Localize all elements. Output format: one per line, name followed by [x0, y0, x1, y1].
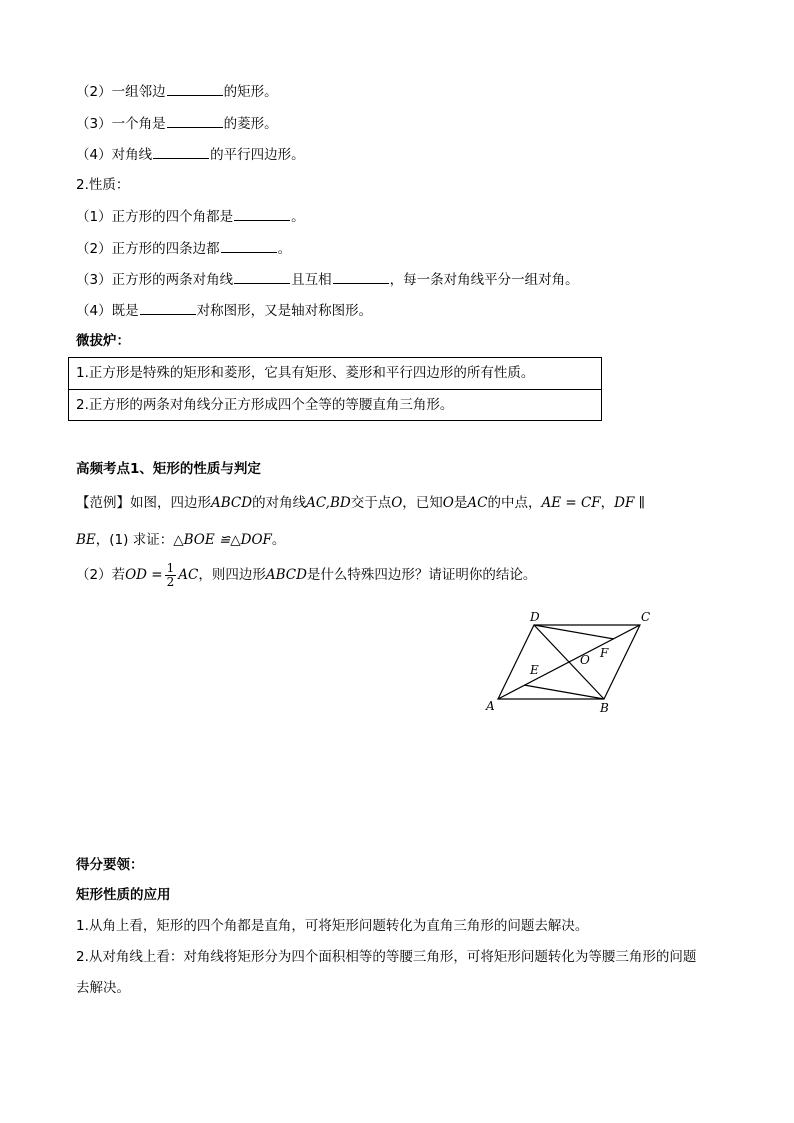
- figure-lines: [498, 625, 640, 699]
- example-text: 。: [271, 532, 286, 548]
- line-text: （2）正方形的四条边都: [76, 241, 220, 257]
- example-paragraph-1: [76, 494, 645, 512]
- example-text: ，(1) 求证：: [95, 532, 174, 548]
- line-text: （2）一组邻边: [76, 84, 166, 100]
- line-text: （3）一个角是: [76, 116, 166, 132]
- line-text: 的菱形。: [223, 116, 278, 132]
- example-text: 交于点: [350, 495, 392, 511]
- example-text: ，: [600, 495, 615, 511]
- fill-blank[interactable]: [221, 239, 277, 253]
- tip-row-1: 1.正方形是特殊的矩形和菱形，它具有矩形、菱形和平行四边形的所有性质。: [76, 365, 535, 381]
- line-text: 且互相: [291, 272, 332, 288]
- properties-heading: 2.性质：: [76, 177, 130, 193]
- example-text: 【范例】如图，四边形: [76, 495, 211, 511]
- math-text: ABCD: [265, 567, 307, 583]
- example-text: 是什么特殊四边形？请证明你的结论。: [306, 567, 537, 583]
- scoring-item-2: 2.从对角线上看：对角线将矩形分为四个面积相等的等腰三角形，可将矩形问题转化为等腰三角形的问题: [76, 949, 697, 965]
- label-e: E: [530, 663, 539, 677]
- parallelogram-figure: [484, 606, 654, 716]
- label-d: D: [530, 610, 540, 624]
- fill-blank[interactable]: [140, 301, 196, 315]
- line-text: （3）正方形的两条对角线: [76, 272, 234, 288]
- label-f: F: [600, 646, 609, 660]
- math-text: ABCD: [211, 495, 253, 511]
- line-text: 。: [291, 209, 305, 225]
- math-text: AE = CF: [541, 495, 601, 511]
- fill-blank[interactable]: [167, 114, 223, 128]
- math-text: O: [391, 495, 403, 511]
- fraction-numerator: 1: [166, 560, 175, 575]
- definition-line-3: [76, 114, 278, 133]
- math-text: BE: [76, 532, 96, 548]
- math-text: O: [442, 495, 454, 511]
- property-line-3: [76, 270, 579, 289]
- line-text: （1）正方形的四个角都是: [76, 209, 234, 225]
- property-line-2: [76, 239, 291, 258]
- example-text: ，则四边形: [198, 567, 266, 583]
- line-text: 。: [277, 241, 292, 257]
- example-text: （2）若: [76, 567, 126, 583]
- tip-heading: 微拔炉：: [76, 333, 130, 349]
- fill-blank[interactable]: [234, 207, 290, 221]
- label-c: C: [641, 610, 651, 624]
- scoring-subheading: 矩形性质的应用: [76, 887, 171, 903]
- line-text: 的矩形。: [223, 84, 278, 100]
- section-title: 高频考点1、矩形的性质与判定: [76, 461, 261, 477]
- math-text: DF ∥: [614, 495, 645, 511]
- fraction-denominator: 2: [166, 574, 175, 589]
- example-paragraph-3: [76, 560, 536, 590]
- math-text: OD =: [125, 567, 163, 583]
- example-text: ，已知: [402, 495, 443, 511]
- math-text: △BOE ≌△DOF: [173, 532, 272, 548]
- label-o: O: [580, 653, 590, 667]
- definition-line-4: [76, 145, 305, 164]
- line-text: 对称图形，又是轴对称图形。: [196, 303, 373, 319]
- line-text: （4）既是: [76, 303, 139, 319]
- math-text: AC: [178, 567, 199, 583]
- tip-table: [68, 357, 602, 421]
- fill-blank[interactable]: [333, 270, 389, 284]
- line-text: 的平行四边形。: [210, 147, 305, 163]
- fill-blank[interactable]: [167, 82, 223, 96]
- math-text: AC,BD: [306, 495, 351, 511]
- definition-line-2: [76, 82, 278, 101]
- tip-row-2: 2.正方形的两条对角线分正方形成四个全等的等腰直角三角形。: [69, 389, 601, 420]
- fraction: [165, 562, 177, 589]
- scoring-heading: 得分要领：: [76, 857, 144, 873]
- example-text: 的对角线: [252, 495, 307, 511]
- fill-blank[interactable]: [234, 270, 290, 284]
- example-text: 是: [453, 495, 468, 511]
- diagonal-bd: [534, 625, 604, 699]
- scoring-item-1: 1.从角上看，矩形的四个角都是直角，可将矩形问题转化为直角三角形的问题去解决。: [76, 918, 589, 934]
- label-b: B: [600, 701, 609, 715]
- example-text: 的中点，: [487, 495, 542, 511]
- line-text: （4）对角线: [76, 147, 153, 163]
- fill-blank[interactable]: [153, 145, 209, 159]
- property-line-1: [76, 207, 305, 226]
- example-paragraph-2: [76, 531, 285, 549]
- label-a: A: [486, 699, 495, 713]
- line-text: ，每一条对角线平分一组对角。: [389, 272, 579, 288]
- math-text: AC: [467, 495, 488, 511]
- scoring-item-2-continued: 去解决。: [76, 980, 130, 996]
- property-line-4: [76, 301, 372, 320]
